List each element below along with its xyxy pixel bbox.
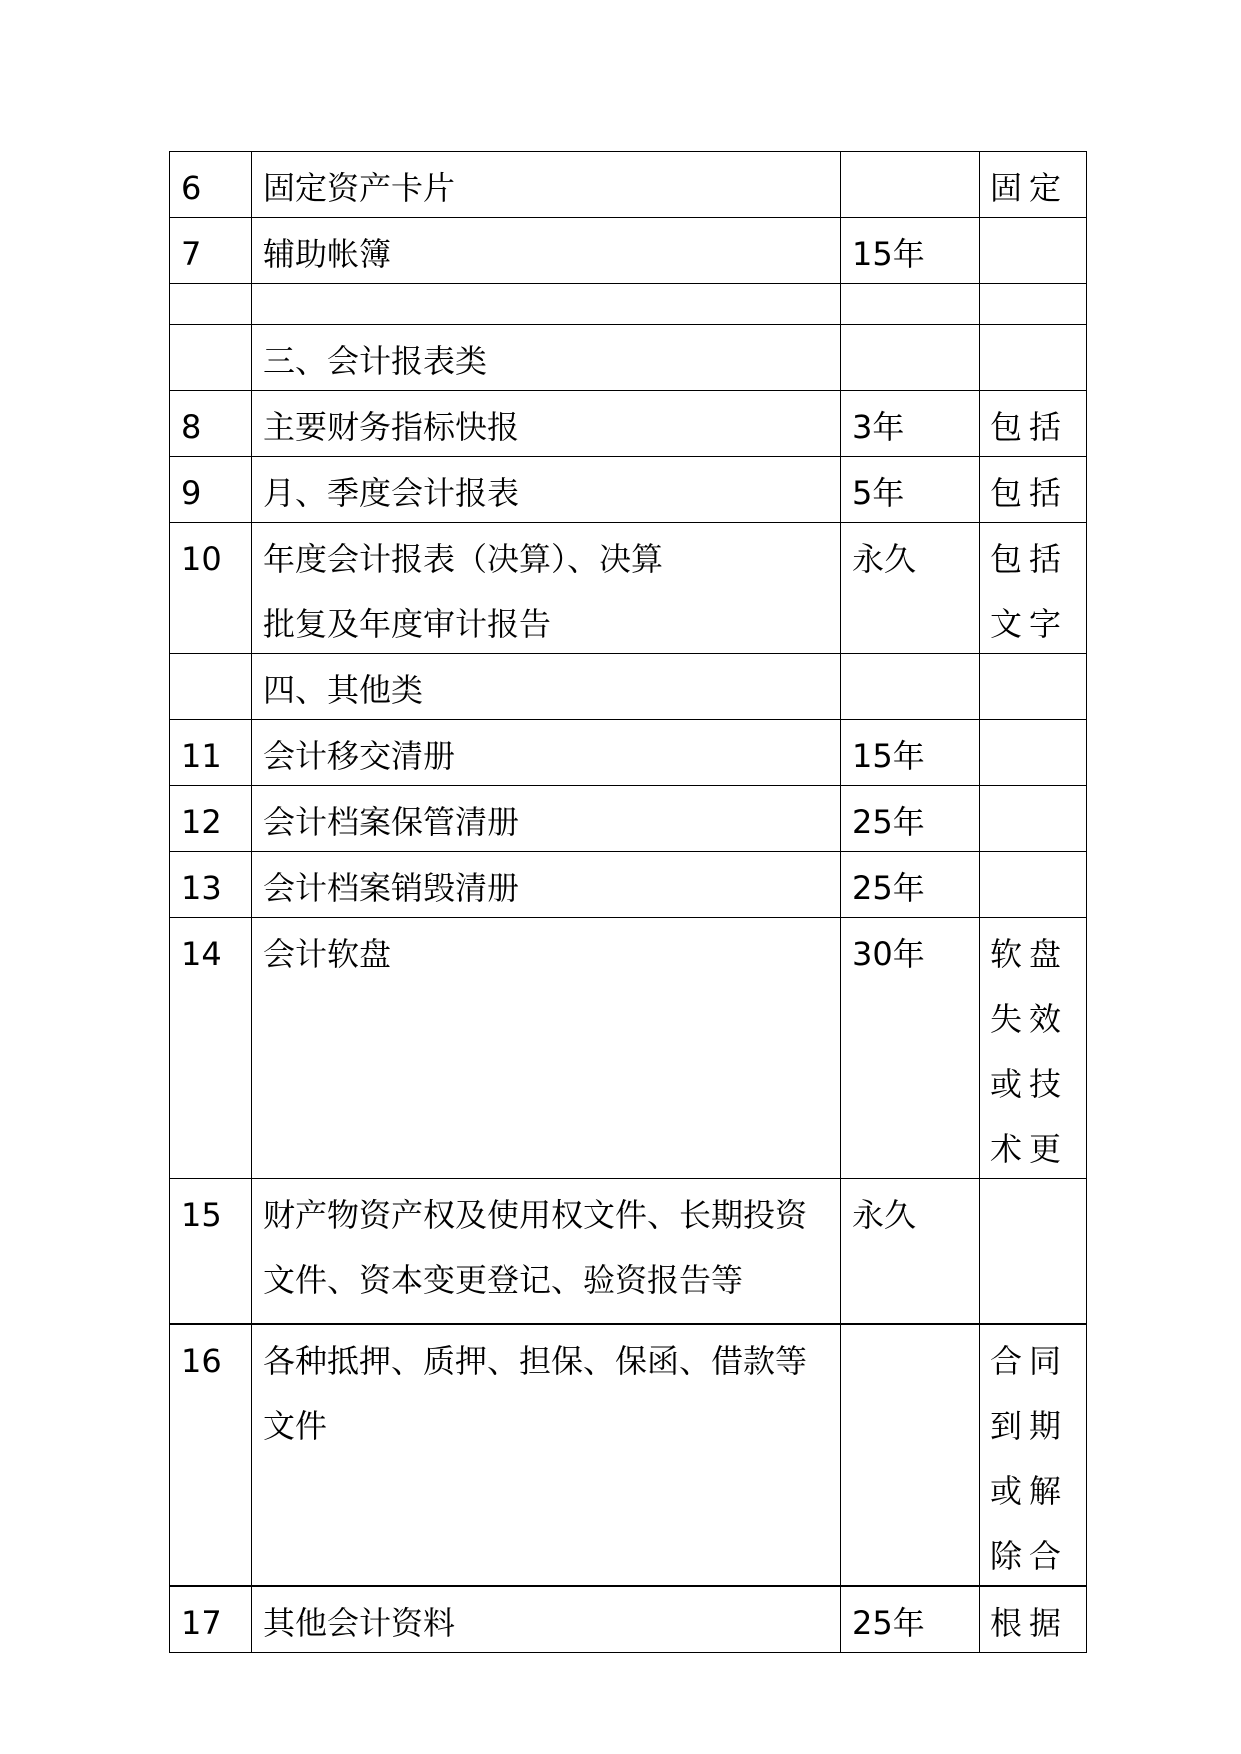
- row-number: 15: [181, 1196, 222, 1234]
- retention-period-cell: [841, 284, 980, 325]
- table-row: [170, 786, 1087, 852]
- table-row: [170, 852, 1087, 918]
- retention-period: 永久: [852, 1196, 917, 1234]
- item-name-cell: [252, 786, 841, 852]
- item-name-cell: [252, 1324, 841, 1586]
- row-number: 13: [181, 869, 222, 907]
- row-number-cell: [170, 852, 252, 918]
- note: 软盘失效或技术更: [990, 935, 1069, 1168]
- retention-period: 15年: [852, 737, 925, 775]
- note: 根据: [990, 1603, 1069, 1642]
- row-number-cell: [170, 1179, 252, 1324]
- item-name: 各种抵押、质押、担保、保函、借款等文件: [263, 1341, 808, 1445]
- table-row: [170, 523, 1087, 654]
- item-name: 主要财务指标快报: [263, 408, 520, 446]
- row-number: 12: [181, 803, 222, 841]
- note-cell: [980, 391, 1087, 457]
- table-row: [170, 391, 1087, 457]
- retention-period: 5年: [852, 474, 905, 512]
- item-name-cell: [252, 1179, 841, 1324]
- row-number-cell: [170, 325, 252, 391]
- item-name-cell: [252, 391, 841, 457]
- retention-period-cell: [841, 218, 980, 284]
- row-number-cell: [170, 523, 252, 654]
- retention-period-cell: [841, 1586, 980, 1653]
- table-row: [170, 284, 1087, 325]
- row-number-cell: [170, 786, 252, 852]
- note-cell: [980, 325, 1087, 391]
- item-name: 辅助帐簿: [263, 235, 392, 273]
- row-number-cell: [170, 284, 252, 325]
- row-number-cell: [170, 1586, 252, 1653]
- row-number-cell: [170, 720, 252, 786]
- table-row: [170, 1586, 1087, 1653]
- item-name-cell: [252, 654, 841, 720]
- table-row: [170, 720, 1087, 786]
- retention-period-cell: [841, 152, 980, 218]
- note: 固定: [990, 169, 1069, 207]
- row-number-cell: [170, 152, 252, 218]
- retention-period-cell: [841, 325, 980, 391]
- item-name-cell: [252, 720, 841, 786]
- row-number: 17: [181, 1603, 222, 1642]
- item-name-cell: [252, 852, 841, 918]
- retention-period-cell: [841, 852, 980, 918]
- note-cell: [980, 918, 1087, 1179]
- note-cell: [980, 654, 1087, 720]
- item-name: 年度会计报表（决算）、决算批复及年度审计报告: [263, 540, 664, 643]
- note-cell: [980, 523, 1087, 654]
- retention-period-cell: [841, 1324, 980, 1586]
- item-name: 会计软盘: [263, 935, 392, 973]
- table-row: [170, 218, 1087, 284]
- note: 包括: [990, 474, 1069, 512]
- retention-period: 3年: [852, 408, 905, 446]
- table-row: [170, 1324, 1087, 1586]
- retention-period: 25年: [852, 1603, 925, 1642]
- item-name-cell: [252, 523, 841, 654]
- retention-period-cell: [841, 523, 980, 654]
- section-header-row: [170, 654, 1087, 720]
- item-name: 月、季度会计报表: [263, 474, 520, 512]
- item-name: 会计档案销毁清册: [263, 869, 520, 907]
- item-name: 会计移交清册: [263, 737, 456, 775]
- retention-period-cell: [841, 918, 980, 1179]
- section-header-row: [170, 325, 1087, 391]
- retention-period-cell: [841, 720, 980, 786]
- item-name: 财产物资产权及使用权文件、长期投资文件、资本变更登记、验资报告等: [263, 1196, 808, 1299]
- row-number-cell: [170, 918, 252, 1179]
- note-cell: [980, 152, 1087, 218]
- retention-period: 30年: [852, 935, 925, 973]
- note-cell: [980, 786, 1087, 852]
- item-name-cell: [252, 218, 841, 284]
- row-number-cell: [170, 391, 252, 457]
- item-name: 固定资产卡片: [263, 169, 456, 207]
- item-name-cell: [252, 284, 841, 325]
- retention-period: 15年: [852, 235, 925, 273]
- retention-period: 永久: [852, 540, 917, 578]
- table-row: [170, 1179, 1087, 1324]
- note: 包括文字: [990, 540, 1069, 643]
- row-number: 10: [181, 540, 222, 578]
- row-number: 9: [181, 474, 202, 512]
- table-row: [170, 918, 1087, 1179]
- item-name-cell: [252, 457, 841, 523]
- note-cell: [980, 284, 1087, 325]
- row-number-cell: [170, 457, 252, 523]
- item-name-cell: [252, 325, 841, 391]
- retention-period-cell: [841, 391, 980, 457]
- note-cell: [980, 218, 1087, 284]
- row-number-cell: [170, 218, 252, 284]
- row-number: 6: [181, 169, 202, 207]
- item-name: 会计档案保管清册: [263, 803, 520, 841]
- note: 合同到期或解除合: [990, 1341, 1069, 1575]
- row-number: 7: [181, 235, 202, 273]
- retention-period-cell: [841, 786, 980, 852]
- note: 包括: [990, 408, 1069, 446]
- note-cell: [980, 1324, 1087, 1586]
- item-name-cell: [252, 918, 841, 1179]
- note-cell: [980, 852, 1087, 918]
- note-cell: [980, 1586, 1087, 1653]
- item-name-cell: [252, 1586, 841, 1653]
- note-cell: [980, 720, 1087, 786]
- table-row: [170, 457, 1087, 523]
- archive-retention-table: [169, 151, 1087, 1653]
- retention-period: 25年: [852, 803, 925, 841]
- section-title: 四、其他类: [263, 671, 424, 709]
- row-number: 16: [181, 1341, 222, 1380]
- row-number: 11: [181, 737, 222, 775]
- row-number: 14: [181, 935, 222, 973]
- note-cell: [980, 457, 1087, 523]
- retention-period-cell: [841, 457, 980, 523]
- note-cell: [980, 1179, 1087, 1324]
- row-number-cell: [170, 654, 252, 720]
- row-number: 8: [181, 408, 202, 446]
- table-row: [170, 152, 1087, 218]
- row-number-cell: [170, 1324, 252, 1586]
- retention-period-cell: [841, 654, 980, 720]
- item-name-cell: [252, 152, 841, 218]
- retention-period-cell: [841, 1179, 980, 1324]
- section-title: 三、会计报表类: [263, 342, 488, 380]
- retention-period: 25年: [852, 869, 925, 907]
- item-name: 其他会计资料: [263, 1603, 456, 1642]
